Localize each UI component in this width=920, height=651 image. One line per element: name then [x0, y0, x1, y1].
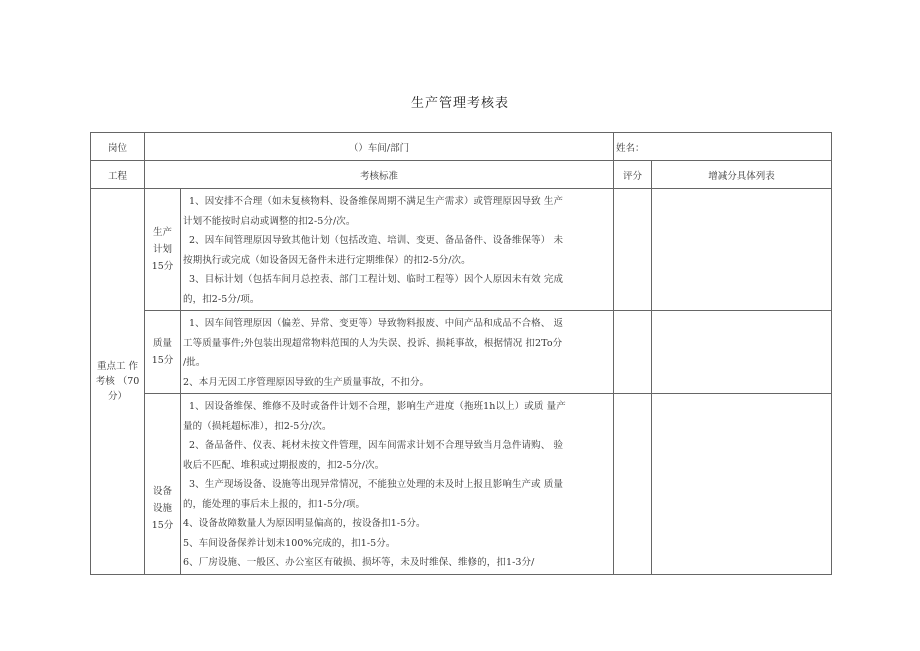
standard-line: 2、备品备件、仪表、耗材未按文件管理，因车间需求计划不合理导致当月急件请购、 验 [189, 440, 564, 451]
detail-cell[interactable] [652, 394, 832, 575]
name-field: 姓名： [614, 133, 832, 161]
section-label-equipment: 设备 设施 15分 [145, 394, 181, 575]
standard-header: 考核标准 [145, 161, 614, 189]
standard-line: 1、因车间管理原因（偏差、异常、变更等）导致物料报废、中间产品和成品不合格、 返 [189, 318, 564, 329]
key-work-group-label [91, 189, 145, 575]
standard-line: 的，能处理的事后未上报的，扣1-5分/项。 [183, 498, 366, 510]
standard-text-equipment [181, 394, 614, 575]
detail-cell[interactable] [652, 311, 832, 394]
column-header-row [91, 161, 832, 189]
standard-line: 2、本月无因工序管理原因导致的生产质量事故，不扣分。 [183, 376, 430, 388]
standard-line: 6、厂房设施、一般区、办公室区有破损、损坏等，未及时维保、维修的，扣1-3分/ [183, 557, 535, 568]
standard-line: 按期执行或完成（如设备因无备件未进行定期维保）的扣2-5分/次。 [183, 254, 471, 266]
detail-header: 增减分具体列表 [652, 161, 832, 189]
score-header: 评分 [614, 161, 652, 189]
section-row-production-plan [91, 189, 832, 311]
section-label-quality: 质量 15分 [145, 311, 181, 394]
standard-line: /批。 [183, 357, 206, 368]
standard-line: 计划不能按时启动或调整的扣2-5分/次。 [183, 215, 356, 227]
group-label-line: 考核 （70 [95, 375, 140, 387]
detail-cell[interactable] [652, 189, 832, 311]
standard-line: 2、因车间管理原因导致其他计划（包括改造、培训、变更、备品备件、设备维保等） 未 [189, 235, 564, 246]
standard-line: 收后不匹配、堆积或过期报废的，扣2-5分/次。 [183, 459, 385, 471]
position-label: 岗位 [91, 133, 145, 161]
section-label-production-plan: 生产 计划 15分 [145, 189, 181, 311]
standard-line: 的，扣2-5分/项。 [183, 293, 260, 305]
standard-line: 3、目标计划（包括车间月总控表、部门工程计划、临时工程等）因个人原因未有效 完成 [189, 274, 564, 285]
department-field: （）车间/部门 [145, 133, 614, 161]
standard-line: 1、因安排不合理（如未复核物料、设备维保周期不满足生产需求）或管理原因导致 生产 [189, 196, 564, 207]
standard-line: 量的（损耗超标准），扣2-5分/次。 [183, 420, 332, 432]
standard-line: 工等质量事件;外包装出现超常物料范围的人为失误、投诉、损耗事故，根据情况 扣2To分 [183, 337, 563, 349]
score-cell[interactable] [614, 394, 652, 575]
standard-line: 4、设备故障数量人为原因明显偏高的，按设备扣1-5分。 [183, 518, 426, 529]
section-row-quality [91, 311, 832, 394]
standard-text-quality [181, 311, 614, 394]
standard-text-production-plan [181, 189, 614, 311]
standard-line: 3、生产现场设备、设施等出现异常情况，不能独立处理的未及时上报且影响生产或 质量 [189, 479, 564, 490]
group-label-line: 分） [107, 390, 127, 402]
section-row-equipment [91, 394, 832, 575]
score-cell[interactable] [614, 311, 652, 394]
page-title: 生产管理考核表 [410, 96, 509, 111]
assessment-table [90, 132, 832, 575]
position-row [91, 133, 832, 161]
standard-line: 1、因设备维保、维修不及时或备件计划不合理，影响生产进度（拖班1h以上）或质 量产 [189, 401, 566, 412]
score-cell[interactable] [614, 189, 652, 311]
standard-line: 5、车间设备保养计划未100%完成的，扣1-5分。 [183, 537, 396, 549]
project-header: 工程 [91, 161, 145, 189]
group-label-line: 重点工 作 [96, 360, 139, 372]
